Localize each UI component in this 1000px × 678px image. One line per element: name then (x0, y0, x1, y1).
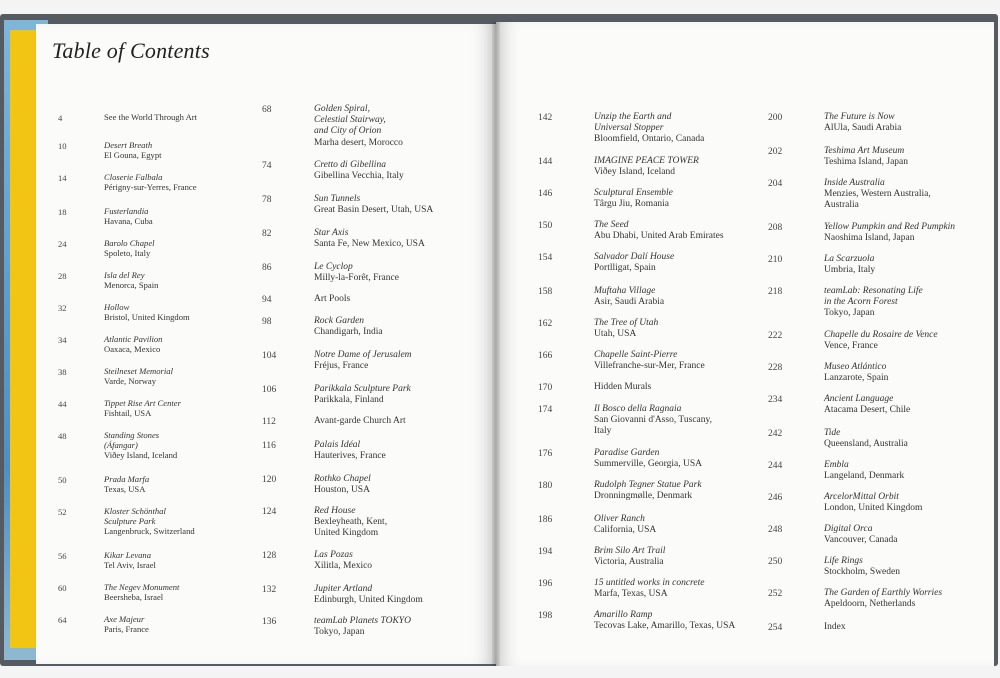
toc-entry (594, 610, 735, 632)
toc-entry-location: California, USA (594, 525, 657, 536)
toc-page-number: 158 (538, 287, 553, 297)
toc-entry-title: in the Acorn Forest (824, 297, 898, 308)
toc-page-number: 132 (262, 585, 277, 595)
toc-entry-title: Kikar Levana (104, 550, 152, 560)
toc-entry (104, 430, 177, 461)
toc-entry-title: Celestial Stairway, (314, 115, 386, 126)
toc-entry-title: Isla del Rey (104, 270, 145, 280)
toc-page-number: 56 (58, 551, 67, 561)
toc-entry (314, 160, 404, 182)
toc-entry-location: Marfa, Texas, USA (594, 589, 668, 600)
toc-page-number: 176 (538, 449, 553, 459)
toc-entry-title: ArcelorMittal Orbit (824, 492, 899, 502)
toc-entry-location: Périgny-sur-Yerres, France (104, 182, 197, 193)
toc-entry-location: Milly-la-Forêt, France (314, 273, 399, 284)
toc-page-number: 28 (58, 271, 67, 281)
toc-entry (824, 460, 904, 482)
toc-entry (104, 550, 156, 570)
toc-entry-location: Stockholm, Sweden (824, 567, 900, 578)
toc-page-number: 162 (538, 319, 553, 329)
toc-entry-title: (Áfangar) (104, 440, 138, 451)
toc-entry-title: Le Cyclop (314, 262, 353, 272)
toc-entry (824, 178, 931, 212)
toc-entry (104, 398, 181, 418)
toc-entry-title: Fusterlandia (104, 206, 149, 216)
toc-entry-location: Langeland, Denmark (824, 471, 905, 482)
toc-page-number: 106 (262, 385, 277, 395)
toc-page-number: 186 (538, 515, 553, 525)
toc-entry-title: 15 untitled works in concrete (594, 578, 705, 588)
toc-page-number: 202 (768, 147, 783, 157)
toc-page-number: 170 (538, 383, 553, 393)
toc-entry (314, 350, 412, 372)
toc-page-number: 242 (768, 429, 783, 439)
toc-entry (104, 334, 162, 354)
toc-entry-location: Havana, Cuba (104, 216, 153, 227)
toc-entry-title: Prada Marfa (104, 474, 150, 484)
toc-entry-location: Paris, France (104, 624, 149, 635)
toc-entry-location: Viðey Island, Iceland (594, 167, 675, 178)
toc-entry-location: Asir, Saudi Arabia (594, 297, 665, 308)
toc-entry-location: Great Basin Desert, Utah, USA (314, 205, 434, 216)
toc-entry-title: Rock Garden (314, 316, 365, 326)
toc-entry-title: The Tree of Utah (594, 318, 659, 328)
toc-entry-location: Tecovas Lake, Amarillo, Texas, USA (594, 621, 736, 632)
toc-page-number: 24 (58, 239, 67, 249)
toc-page-number: 234 (768, 395, 783, 405)
toc-entry-title: Avant-garde Church Art (314, 416, 406, 426)
toc-entry (104, 506, 195, 537)
toc-entry-title: Tide (824, 428, 841, 438)
toc-entry-title: Inside Australia (824, 178, 885, 188)
toc-entry-location: Houston, USA (314, 485, 370, 496)
toc-entry-location: Villefranche-sur-Mer, France (594, 361, 705, 372)
toc-page-number: 174 (538, 405, 553, 415)
toc-page-number: 250 (768, 557, 783, 567)
toc-page-number: 200 (768, 113, 783, 123)
toc-entry-title: Amarillo Ramp (594, 610, 653, 620)
toc-entry-location: Tel Aviv, Israel (104, 560, 156, 571)
toc-page-number: 18 (58, 207, 67, 217)
toc-entry-title: Jupiter Artland (314, 584, 373, 594)
toc-entry (824, 222, 955, 244)
toc-page-number: 128 (262, 551, 277, 561)
toc-entry (104, 614, 149, 634)
toc-entry (104, 582, 179, 602)
toc-entry (314, 228, 425, 250)
toc-entry-title: Paradise Garden (594, 448, 660, 458)
toc-entry (824, 330, 938, 352)
toc-page-number: 166 (538, 351, 553, 361)
toc-entry (104, 474, 149, 494)
toc-page-number: 10 (58, 141, 67, 151)
toc-page-number: 204 (768, 179, 783, 189)
toc-entry-location: Fishtail, USA (104, 408, 152, 419)
toc-entry (594, 382, 651, 393)
toc-entry-title: Teshima Art Museum (824, 146, 905, 156)
toc-entry (824, 588, 942, 610)
toc-entry (594, 112, 704, 146)
toc-page-number: 180 (538, 481, 553, 491)
toc-entry (824, 622, 846, 633)
toc-entry-location: United Kingdom (314, 528, 379, 539)
toc-page-number: 136 (262, 617, 277, 627)
toc-entry-title: Rothko Chapel (314, 474, 371, 484)
toc-page-number: 60 (58, 583, 67, 593)
toc-page-number: 208 (768, 223, 783, 233)
toc-entry-location: Chandigarh, India (314, 327, 383, 338)
toc-entry (314, 584, 423, 606)
toc-entry-location: Naoshima Island, Japan (824, 233, 915, 244)
toc-entry-location: Tokyo, Japan (314, 627, 365, 638)
toc-page-number: 198 (538, 611, 553, 621)
toc-entry-title: Hollow (104, 302, 130, 312)
toc-entry-title: Las Pozas (314, 550, 353, 560)
toc-entry-title: Cretto di Gibellina (314, 160, 386, 170)
toc-page-number: 98 (262, 317, 272, 327)
toc-entry-title: Atlantic Pavilion (104, 334, 163, 344)
toc-entry-location: Menorca, Spain (104, 280, 159, 291)
toc-page-number: 94 (262, 295, 272, 305)
toc-entry (314, 616, 411, 638)
toc-entry (824, 112, 901, 134)
toc-entry-location: El Gouna, Egypt (104, 150, 162, 161)
toc-entry-title: Hidden Murals (594, 382, 652, 392)
toc-entry-title: Il Bosco della Ragnaia (594, 404, 682, 414)
toc-entry (314, 550, 372, 572)
toc-entry-location: Queensland, Australia (824, 439, 908, 450)
toc-entry (314, 294, 350, 305)
toc-entry (314, 262, 399, 284)
toc-page-number: 210 (768, 255, 783, 265)
toc-entry-title: Golden Spiral, (314, 104, 370, 114)
toc-entry-location: Vence, France (824, 341, 878, 352)
toc-page-number: 150 (538, 221, 553, 231)
toc-page-number: 124 (262, 507, 277, 517)
toc-entry-location: AlUla, Saudi Arabia (824, 123, 902, 134)
toc-entry-location: Lanzarote, Spain (824, 373, 889, 384)
toc-entry (594, 546, 665, 568)
toc-entry-title: Unzip the Earth and (594, 112, 672, 122)
toc-page-number: 14 (58, 173, 67, 183)
toc-entry-location: Utah, USA (594, 329, 637, 340)
toc-page-number: 146 (538, 189, 553, 199)
toc-entry-title: Notre Dame of Jerusalem (314, 350, 412, 360)
toc-page-number: 252 (768, 589, 783, 599)
toc-entry (594, 448, 702, 470)
toc-entry-location: Varde, Norway (104, 376, 157, 387)
toc-entry (314, 104, 403, 149)
toc-page-number: 194 (538, 547, 553, 557)
toc-entry-location: Edinburgh, United Kingdom (314, 595, 423, 606)
toc-entry (594, 404, 712, 438)
toc-entry (824, 556, 900, 578)
toc-entry-title: Art Pools (314, 294, 351, 304)
toc-entry (104, 366, 173, 386)
toc-entry (314, 416, 406, 427)
toc-entry (824, 254, 875, 276)
toc-entry-title: IMAGINE PEACE TOWER (594, 156, 699, 166)
toc-entry-title: Yellow Pumpkin and Red Pumpkin (824, 222, 956, 232)
toc-entry-title: Muftaha Village (594, 286, 656, 296)
toc-entry-location: Beersheba, Israel (104, 592, 164, 603)
toc-entry-location: Victoria, Australia (594, 557, 664, 568)
toc-entry-title: Red House (314, 506, 356, 516)
toc-entry-title: The Garden of Earthly Worries (824, 588, 943, 598)
toc-page-number: 64 (58, 615, 67, 625)
toc-entry-location: Dronningmølle, Denmark (594, 491, 693, 502)
toc-entry-title: Brim Silo Art Trail (594, 546, 666, 556)
toc-entry (824, 286, 923, 320)
toc-entry-title: Salvador Dalí House (594, 252, 675, 262)
toc-entry-title: Chapelle du Rosaire de Vence (824, 330, 938, 340)
toc-entry (824, 362, 888, 384)
toc-entry-location: Summerville, Georgia, USA (594, 459, 703, 470)
toc-entry-location: Marha desert, Morocco (314, 137, 403, 148)
toc-page-number: 104 (262, 351, 277, 361)
toc-entry-title: teamLab: Resonating Life (824, 286, 923, 296)
toc-entry-title: La Scarzuola (824, 254, 875, 264)
toc-entry-title: teamLab Planets TOKYO (314, 616, 411, 626)
toc-entry-location: Langenbruck, Switzerland (104, 526, 195, 537)
toc-entry-location: San Giovanni d'Asso, Tuscany, (594, 415, 713, 426)
toc-entry (104, 172, 197, 192)
toc-page-number: 50 (58, 475, 67, 485)
toc-entry-location: Abu Dhabi, United Arab Emirates (594, 231, 724, 242)
toc-entry (824, 428, 908, 450)
toc-entry-title: Digital Orca (824, 524, 873, 534)
toc-entry-location: Menzies, Western Australia, (824, 189, 931, 200)
toc-entry-location: Parikkala, Finland (314, 395, 384, 406)
toc-entry-location: Vancouver, Canada (824, 535, 898, 546)
toc-entry (594, 318, 658, 340)
toc-entry-title: Kloster Schönthal (104, 506, 166, 516)
toc-entry-location: Oaxaca, Mexico (104, 344, 161, 355)
toc-page-number: 222 (768, 331, 783, 341)
toc-entry-location: Teshima Island, Japan (824, 157, 909, 168)
toc-entry-location: Spoleto, Italy (104, 248, 151, 259)
toc-entry (104, 140, 162, 160)
toc-page-number: 4 (58, 113, 63, 123)
toc-entry-location: London, United Kingdom (824, 503, 923, 514)
toc-entry (594, 188, 673, 210)
toc-entry-location: Fréjus, France (314, 361, 369, 372)
toc-page-number: 154 (538, 253, 553, 263)
toc-entry-location: Bristol, United Kingdom (104, 312, 190, 323)
toc-entry (824, 394, 910, 416)
toc-entry-title: The Negev Monument (104, 582, 180, 592)
toc-entry-title: Barolo Chapel (104, 238, 155, 248)
toc-entry-title: Desert Breath (104, 140, 153, 150)
toc-entry-location: Gibellina Vecchia, Italy (314, 171, 404, 182)
toc-page-number: 112 (262, 417, 276, 427)
toc-entry (104, 270, 158, 290)
toc-page-number: 68 (262, 105, 272, 115)
toc-entry-title: The Seed (594, 220, 629, 230)
toc-entry-location: Bexleyheath, Kent, (314, 517, 388, 528)
toc-entry-title: Standing Stones (104, 430, 160, 440)
toc-entry (314, 440, 386, 462)
toc-entry-title: and City of Orion (314, 126, 382, 137)
toc-page-number: 34 (58, 335, 67, 345)
toc-page-number: 218 (768, 287, 783, 297)
toc-entry (594, 578, 704, 600)
toc-entry (594, 350, 705, 372)
toc-entry-location: Atacama Desert, Chile (824, 405, 911, 416)
toc-entry-title: Universal Stopper (594, 123, 664, 134)
toc-entry-title: Embla (824, 460, 849, 470)
toc-entry (314, 384, 411, 406)
toc-entry-location: Tokyo, Japan (824, 308, 875, 319)
toc-entry (104, 238, 155, 258)
toc-entry-location: Hauterives, France (314, 451, 386, 462)
toc-page-number: 246 (768, 493, 783, 503)
toc-entry-location: Texas, USA (104, 484, 146, 495)
toc-page-number: 74 (262, 161, 272, 171)
toc-entry-title: Sculpture Park (104, 516, 156, 527)
toc-entry-location: Santa Fe, New Mexico, USA (314, 239, 425, 250)
toc-page-number: 32 (58, 303, 67, 313)
toc-entry-title: Parikkala Sculpture Park (314, 384, 411, 394)
toc-page-number: 254 (768, 623, 783, 633)
toc-page-number: 120 (262, 475, 277, 485)
toc-entry (594, 480, 702, 502)
toc-entry (314, 474, 371, 496)
book-gutter (492, 22, 500, 666)
toc-entry-location: Apeldoorn, Netherlands (824, 599, 916, 610)
toc-entry (104, 206, 153, 226)
toc-entry-title: Steilneset Memorial (104, 366, 173, 376)
toc-entry-title: Index (824, 622, 846, 632)
toc-entry (824, 146, 908, 168)
toc-page-number: 48 (58, 431, 67, 441)
toc-entry-location: Portlligat, Spain (594, 263, 656, 274)
toc-entry (824, 524, 897, 546)
toc-page-number: 248 (768, 525, 783, 535)
toc-entry-title: Chapelle Saint-Pierre (594, 350, 678, 360)
toc-entry (824, 492, 922, 514)
toc-page-number: 196 (538, 579, 553, 589)
toc-entry-title: Ancient Language (824, 394, 894, 404)
page-title: Table of Contents (52, 38, 210, 63)
toc-entry-title: Tippet Rise Art Center (104, 398, 181, 408)
toc-page-number: 44 (58, 399, 67, 409)
toc-entry-title: Oliver Ranch (594, 514, 645, 524)
toc-entry-title: Sculptural Ensemble (594, 188, 673, 198)
toc-entry-location: Australia (824, 200, 859, 211)
toc-page-number: 82 (262, 229, 272, 239)
toc-page-number: 142 (538, 113, 553, 123)
toc-entry (594, 252, 674, 274)
toc-page-number: 38 (58, 367, 67, 377)
toc-entry-title: Axe Majeur (104, 614, 145, 624)
toc-entry (104, 112, 197, 122)
toc-entry-title: See the World Through Art (104, 112, 198, 122)
toc-entry-location: Bloomfield, Ontario, Canada (594, 134, 705, 145)
toc-entry-title: Sun Tunnels (314, 194, 361, 204)
toc-entry-title: The Future is Now (824, 112, 895, 122)
toc-entry-location: Târgu Jiu, Romania (594, 199, 670, 210)
toc-page-number: 86 (262, 263, 272, 273)
toc-entry-location: Umbria, Italy (824, 265, 876, 276)
toc-entry-title: Star Axis (314, 228, 349, 238)
toc-entry-title: Museo Atlántico (824, 362, 887, 372)
toc-entry-title: Life Rings (824, 556, 863, 566)
toc-entry-title: Closerie Falbala (104, 172, 163, 182)
toc-entry (314, 194, 433, 216)
toc-entry (594, 286, 664, 308)
toc-entry-location: Viðey Island, Iceland (104, 450, 178, 461)
toc-page-number: 78 (262, 195, 272, 205)
toc-entry (314, 316, 383, 338)
toc-entry (314, 506, 387, 540)
toc-entry-location: Italy (594, 426, 612, 437)
toc-entry-title: Palais Idéal (314, 440, 361, 450)
toc-page-number: 52 (58, 507, 67, 517)
toc-entry-location: Xilitla, Mexico (314, 561, 373, 572)
toc-page-number: 116 (262, 441, 276, 451)
toc-entry (594, 156, 699, 178)
toc-page-number: 228 (768, 363, 783, 373)
toc-entry (104, 302, 190, 322)
toc-page-number: 144 (538, 157, 553, 167)
toc-page-number: 244 (768, 461, 783, 471)
toc-entry-title: Rudolph Tegner Statue Park (594, 480, 702, 490)
toc-entry (594, 220, 724, 242)
toc-entry (594, 514, 656, 536)
